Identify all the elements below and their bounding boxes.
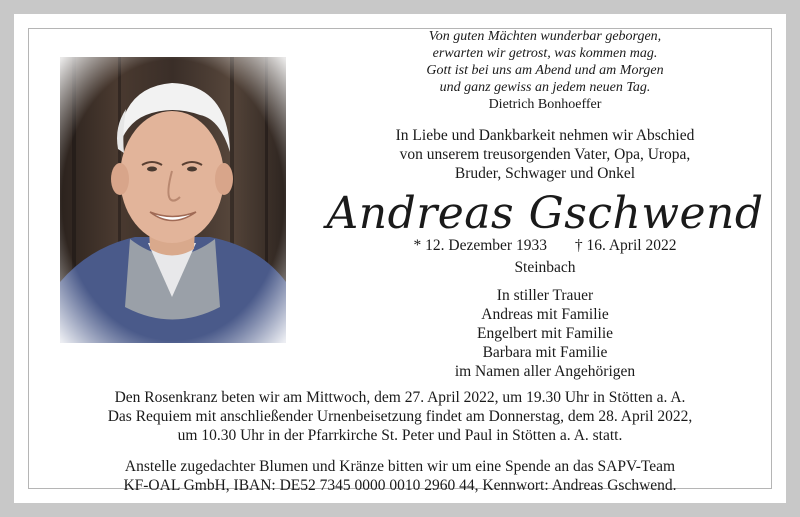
- service-line: Das Requiem mit anschließender Urnenbeisetzung findet am Donnerstag, dem 28. April 2022,: [107, 408, 693, 425]
- farewell-line: Bruder, Schwager und Onkel: [454, 165, 636, 182]
- deceased-name: Andreas Gschwend: [326, 188, 764, 239]
- portrait-photo: [60, 57, 286, 343]
- death-date: † 16. April 2022: [574, 237, 677, 254]
- mourner-line: Andreas mit Familie: [481, 306, 609, 323]
- poem-line: Von guten Mächten wunderbar geborgen,: [428, 29, 662, 44]
- mourners: [310, 286, 780, 381]
- service-info: [28, 388, 772, 445]
- birth-date: * 12. Dezember 1933: [413, 237, 547, 254]
- mourner-line: im Namen aller Angehörigen: [454, 363, 636, 380]
- farewell-text: [310, 126, 780, 183]
- donation-line: KF-OAL GmbH, IBAN: DE52 7345 0000 0010 2960 44, Kennwort: Andreas Gschwend.: [123, 477, 677, 494]
- mourner-line: Barbara mit Familie: [482, 344, 608, 361]
- poem-line: erwarten wir getrost, was kommen mag.: [432, 46, 658, 61]
- poem-line: und ganz gewiss an jedem neuen Tag.: [439, 80, 651, 95]
- farewell-line: In Liebe und Dankbarkeit nehmen wir Abschied: [395, 127, 695, 144]
- portrait-illustration: [60, 57, 286, 343]
- service-line: um 10.30 Uhr in der Pfarrkirche St. Peter und Paul in Stötten a. A. statt.: [177, 427, 623, 444]
- life-dates: [310, 236, 780, 255]
- place: Steinbach: [514, 259, 576, 276]
- donation-info: [28, 457, 772, 495]
- poem-line: Gott ist bei uns am Abend und am Morgen: [426, 63, 664, 78]
- mourner-line: In stiller Trauer: [496, 287, 594, 304]
- poem-author: Dietrich Bonhoeffer: [488, 97, 602, 112]
- donation-line: Anstelle zugedachter Blumen und Kränze bitten wir um eine Spende an das SAPV-Team: [124, 458, 676, 475]
- mourner-line: Engelbert mit Familie: [476, 325, 614, 342]
- farewell-line: von unserem treusorgenden Vater, Opa, Uropa,: [399, 146, 691, 163]
- poem: [310, 28, 780, 96]
- service-line: Den Rosenkranz beten wir am Mittwoch, dem 27. April 2022, um 19.30 Uhr in Stötten a. A.: [114, 389, 686, 406]
